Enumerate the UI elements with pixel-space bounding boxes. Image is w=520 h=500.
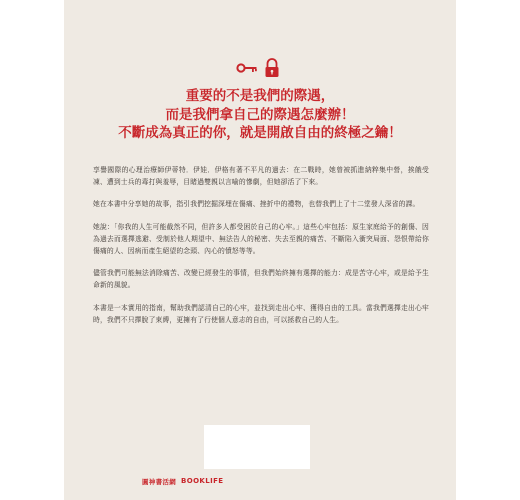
key-lock-illustration	[236, 58, 284, 78]
headline-line-3: 不斷成為真正的你，就是開啟自由的終極之鑰！	[118, 125, 402, 141]
headline-line-2: 而是我們拿自己的際遇怎麼辦！	[165, 106, 355, 123]
publisher-logo	[142, 475, 252, 487]
paragraph-3: 她說：「你我的人生可能截然不同，但許多人都受困於自己的心牢。」這些心牢包括：原生家庭給予的創傷、因為過去而選擇逃避、受制於他人期望中、無法告人的秘密、失去至親的痛苦、不斷陷入衝突局面、怨恨帶給你傷痛的人、因病而產生絕望的念頭、內心的憤怒等等。	[93, 222, 429, 256]
paragraph-2: 她在本書中分享她的故事，指引我們挖掘深埋在傷痛、挫折中的禮物，也替我們上了十二堂發人深省的課。	[93, 200, 420, 209]
blurb-text	[93, 164, 429, 336]
back-cover	[64, 0, 456, 500]
paragraph-4: 儘管我們可能無法消除痛苦、改變已經發生的事情，但我們始終擁有選擇的能力：成是苦守心牢，或是給予生命新的風貌。	[93, 269, 429, 290]
headline	[84, 87, 436, 143]
headline-line-1: 重要的不是我們的際遇，	[185, 88, 335, 104]
lock-icon	[266, 59, 279, 77]
paragraph-5: 本書是一本實用的指南，幫助我們認清自己的心牢，並找到走出心牢、獲得自由的工具。當我們選擇走出心牢時，我們不只擇脫了束縛，更擁有了行使個人意志的自由，可以拯救自己的人生。	[93, 303, 429, 324]
paragraph-1: 享譽國際的心理治療師伊蒂特．伊娃．伊格有著不平凡的過去：在二戰時，她曾被抓進納粹集中營，挨餓受凍、遭到士兵的毒打與羞辱，目睹過雙親以言喻的慘劇，但她卻活了下來。	[93, 166, 429, 187]
key-icon	[237, 64, 256, 72]
publisher-name-chinese: 圓神書活網	[142, 477, 176, 486]
publisher-name-english: BOOKLIFE	[181, 477, 224, 485]
barcode-sticker-area	[204, 425, 310, 469]
